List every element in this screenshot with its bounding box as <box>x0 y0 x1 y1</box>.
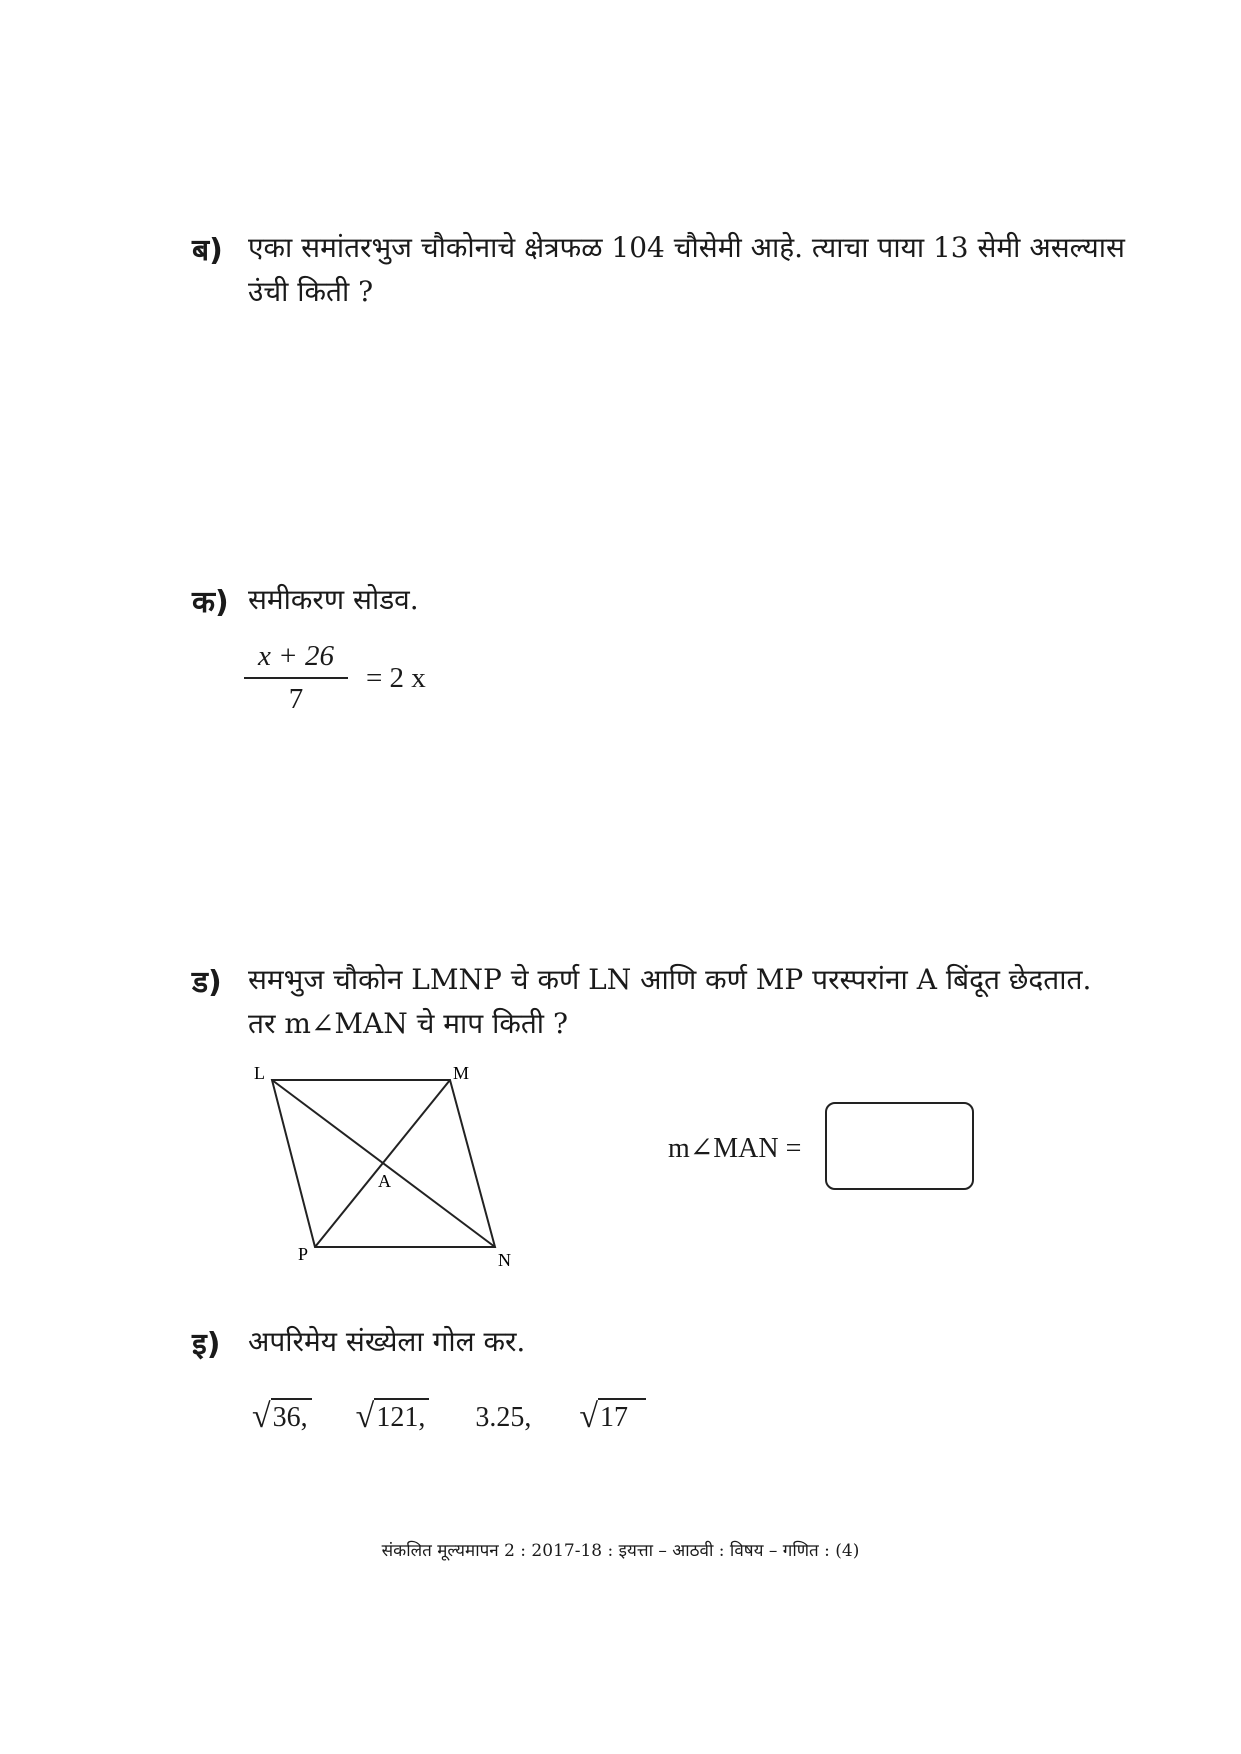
answer-box[interactable] <box>825 1102 974 1190</box>
question-b-line-1: एका समांतरभुज चौकोनाचे क्षेत्रफळ 104 चौसेमी आहे. त्याचा पाया 13 सेमी असल्यास <box>248 231 1125 264</box>
sqrt-icon: √ <box>252 1398 271 1435</box>
question-k-label: क) <box>192 585 229 620</box>
equation-fraction <box>244 640 348 716</box>
question-i-label: इ) <box>192 1327 221 1362</box>
option-sqrt-17[interactable] <box>579 1398 646 1434</box>
equation <box>244 640 426 716</box>
diagonal-mp <box>315 1080 450 1247</box>
question-b-text <box>248 226 1148 314</box>
option-value: 121, <box>374 1398 429 1434</box>
option-sqrt-121[interactable] <box>356 1398 430 1434</box>
vertex-label-l: L <box>254 1063 265 1083</box>
vertex-label-n: N <box>498 1250 511 1270</box>
sqrt-icon: √ <box>579 1398 599 1435</box>
option-3-25[interactable] <box>473 1400 535 1434</box>
question-b-line-2: उंची किती ? <box>248 275 374 308</box>
equation-rhs: = 2 x <box>365 661 426 694</box>
intersection-label-a: A <box>378 1171 391 1191</box>
option-sqrt-36[interactable] <box>252 1398 312 1434</box>
vertex-label-m: M <box>453 1063 470 1083</box>
option-value: 17 <box>598 1398 646 1434</box>
option-value: 3.25, <box>475 1402 532 1433</box>
question-d-text <box>248 958 1148 1046</box>
question-d-line-2: तर m∠MAN चे माप किती ? <box>248 1007 568 1040</box>
answer-label: m∠MAN = <box>668 1133 802 1164</box>
sqrt-icon: √ <box>355 1398 375 1435</box>
question-k-text: समीकरण सोडव. <box>248 583 419 616</box>
option-value: 36, <box>271 1398 312 1434</box>
rhombus-diagram <box>240 1055 540 1270</box>
equation-numerator: x + 26 <box>244 640 348 679</box>
question-d-label: ड) <box>192 965 222 1000</box>
equation-denominator: 7 <box>288 683 304 715</box>
vertex-label-p: P <box>298 1244 309 1264</box>
question-b-label: ब) <box>192 233 223 268</box>
options-row <box>252 1398 646 1434</box>
question-i-text: अपरिमेय संख्येला गोल कर. <box>248 1325 526 1358</box>
question-d-line-1: समभुज चौकोन LMNP चे कर्ण LN आणि कर्ण MP परस्परांना A बिंदूत छेदतात. <box>248 963 1092 996</box>
page-footer: संकलित मूल्यमापन 2 : 2017-18 : इयत्ता – आठवी : विषय – गणित : (4) <box>381 1541 860 1561</box>
